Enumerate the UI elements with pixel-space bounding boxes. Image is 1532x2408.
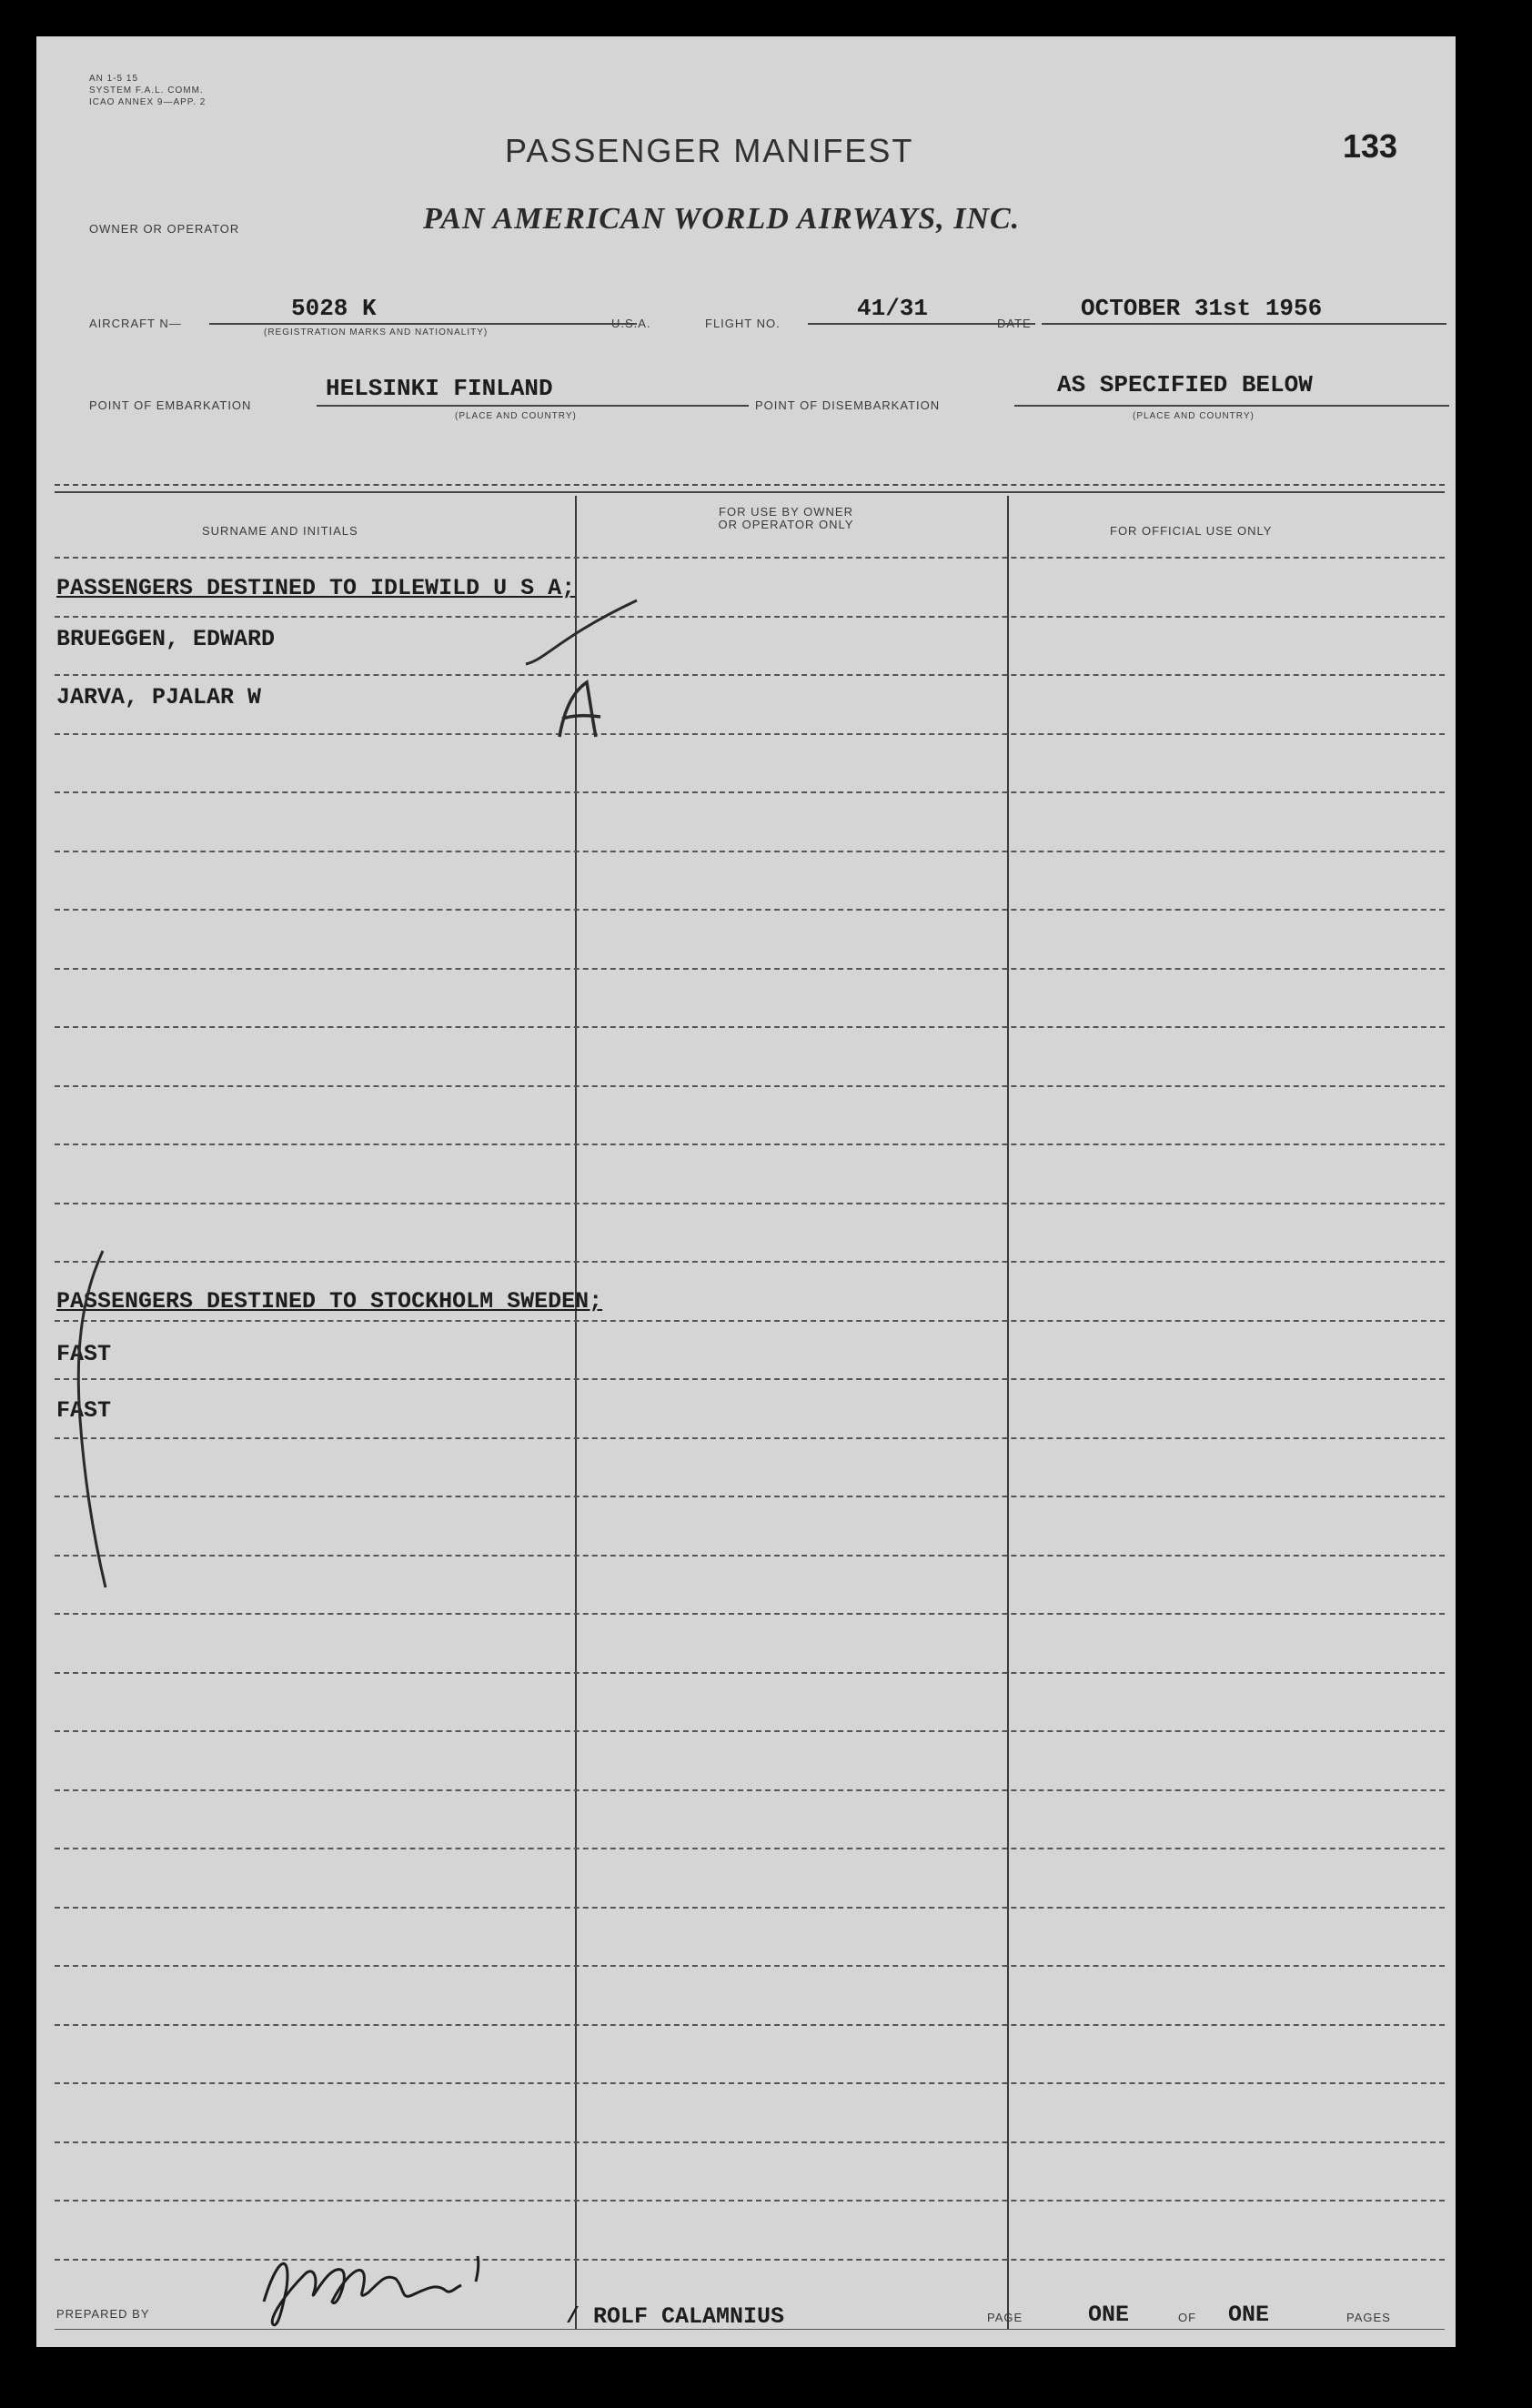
signature: [250, 2238, 541, 2338]
form-code-line3: ICAO ANNEX 9—APP. 2: [89, 97, 207, 107]
form-code-line2: SYSTEM F.A.L. COMM.: [89, 86, 204, 96]
handwritten-check-mark: [509, 582, 655, 746]
ruled-line: [55, 557, 1445, 559]
ruled-line: [55, 1085, 1445, 1087]
table-row: JARVA, PJALAR W: [56, 684, 262, 710]
ruled-line: [55, 851, 1445, 852]
owner-value: PAN AMERICAN WORLD AIRWAYS, INC.: [423, 202, 1021, 236]
table-row: PASSENGERS DESTINED TO STOCKHOLM SWEDEN;: [56, 1288, 603, 1315]
ruled-line: [55, 1789, 1445, 1791]
ruled-line: [55, 791, 1445, 793]
ruled-line: [55, 1203, 1445, 1204]
ruled-line: [55, 1026, 1445, 1028]
embarkation-label: POINT OF EMBARKATION: [89, 398, 252, 412]
of-label: OF: [1178, 2311, 1197, 2324]
ruled-line: [55, 1907, 1445, 1909]
col-owner-header: [695, 506, 877, 531]
ruled-line: [55, 1965, 1445, 1967]
flight-label: FLIGHT NO.: [705, 317, 781, 330]
disembarkation-sublabel: (PLACE AND COUNTRY): [1133, 411, 1255, 421]
aircraft-label: AIRCRAFT N—: [89, 317, 182, 330]
ruled-line: [55, 2024, 1445, 2026]
handwritten-bracket-mark: [53, 1246, 116, 1592]
pages-label: PAGES: [1346, 2311, 1391, 2324]
page-value: ONE: [1088, 2302, 1130, 2328]
preparer-name: / ROLF CALAMNIUS: [566, 2303, 785, 2330]
table-row: BRUEGGEN, EDWARD: [56, 626, 276, 652]
table-row: FAST: [56, 1397, 112, 1424]
col-owner-header-line2: OR OPERATOR ONLY: [718, 518, 854, 531]
ruled-line: [55, 1613, 1445, 1615]
date-value: OCTOBER 31st 1956: [1081, 295, 1323, 322]
ruled-line: [55, 616, 1445, 618]
ruled-line: [55, 1848, 1445, 1849]
column-divider: [1007, 496, 1009, 2329]
ruled-line: [55, 1496, 1445, 1497]
ruled-line: [55, 1378, 1445, 1380]
ruled-line: [55, 1261, 1445, 1263]
form-code: [89, 73, 206, 108]
usa-label: U.S.A.: [611, 317, 651, 330]
ruled-line: [55, 1144, 1445, 1145]
table-row: FAST: [56, 1341, 112, 1367]
col-surname-header: SURNAME AND INITIALS: [202, 524, 358, 538]
of-value: ONE: [1228, 2302, 1270, 2328]
ruled-line: [55, 1555, 1445, 1557]
ruled-line: [55, 1730, 1445, 1732]
col-official-header: FOR OFFICIAL USE ONLY: [1110, 524, 1273, 538]
ruled-line: [55, 2082, 1445, 2084]
col-owner-header-line1: FOR USE BY OWNER: [719, 505, 853, 519]
ruled-line: [55, 2200, 1445, 2201]
ruled-line: [55, 909, 1445, 911]
prepared-by-label: PREPARED BY: [56, 2307, 150, 2321]
aircraft-value: 5028 K: [291, 295, 377, 322]
aircraft-sublabel: (REGISTRATION MARKS AND NATIONALITY): [264, 327, 489, 338]
form-title: PASSENGER MANIFEST: [505, 132, 914, 169]
flight-value: 41/31: [857, 295, 929, 322]
table-row: PASSENGERS DESTINED TO IDLEWILD U S A;: [56, 575, 576, 601]
ruled-line: [55, 733, 1445, 735]
ruled-line: [55, 2141, 1445, 2143]
disembarkation-label: POINT OF DISEMBARKATION: [755, 398, 941, 412]
embarkation-value: HELSINKI FINLAND: [326, 375, 553, 402]
owner-label: OWNER OR OPERATOR: [89, 222, 240, 236]
form-code-line1: AN 1-5 15: [89, 74, 139, 84]
manifest-sheet: [36, 36, 1456, 2347]
ruled-line: [55, 1320, 1445, 1322]
ruled-line: [55, 1672, 1445, 1674]
date-label: DATE: [997, 317, 1032, 330]
disembarkation-value: AS SPECIFIED BELOW: [1057, 371, 1313, 398]
page-label: PAGE: [987, 2311, 1023, 2324]
ruled-line: [55, 1437, 1445, 1439]
column-divider: [575, 496, 577, 2329]
preparer-name-text: ROLF CALAMNIUS: [593, 2303, 785, 2330]
ruled-line: [55, 674, 1445, 676]
ruled-line: [55, 968, 1445, 970]
page-number: 133: [1343, 127, 1398, 165]
embarkation-sublabel: (PLACE AND COUNTRY): [455, 411, 577, 421]
